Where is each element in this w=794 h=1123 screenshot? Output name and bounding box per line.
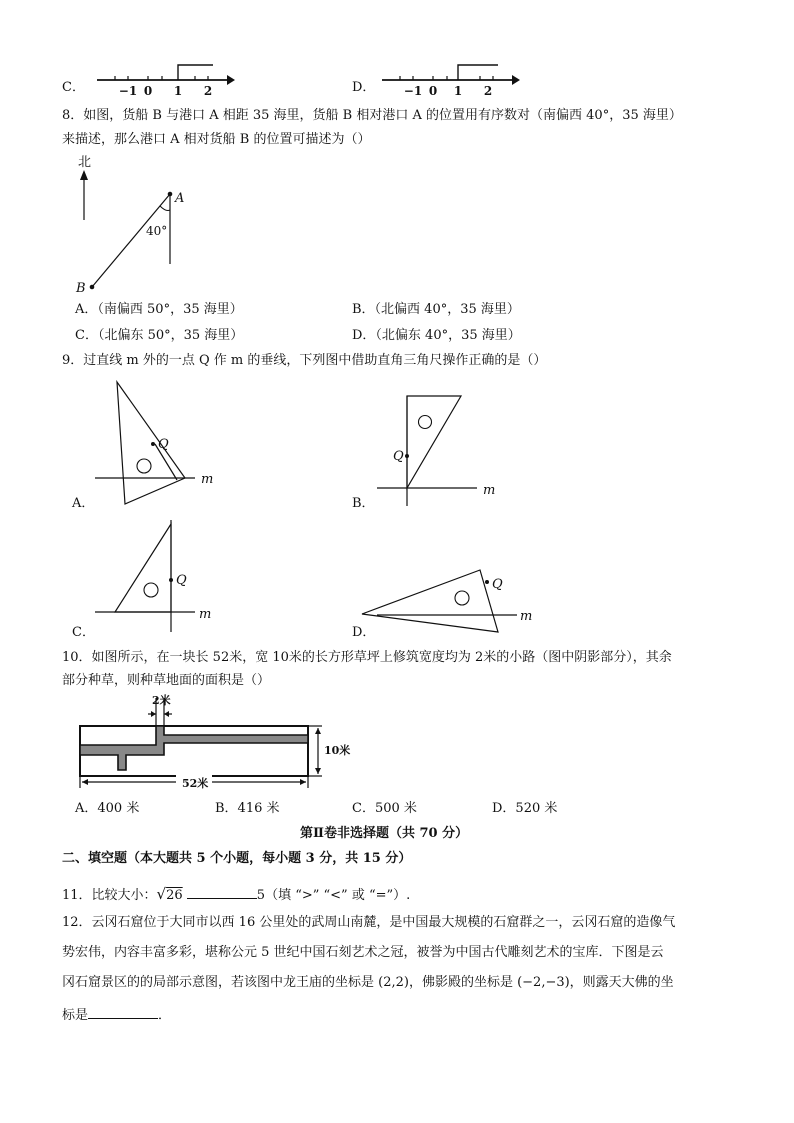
q12-line4-prefix: 标是: [62, 1008, 89, 1023]
line-m-label: m: [201, 472, 214, 487]
point-b-label: B: [76, 281, 86, 296]
tick-neg1: −1: [118, 84, 138, 98]
q7-number-line-d: [380, 60, 520, 100]
north-arrow-icon: [80, 170, 88, 180]
length-label: 52米: [182, 777, 209, 790]
svg-text:m: m: [483, 483, 496, 498]
q9-stem: 9．过直线 m 外的一点 Q 作 m 的垂线，下列图中借助直角三角尺操作正确的是（）: [62, 353, 547, 368]
q8-option-c[interactable]: C．（北偏东 50°，35 海里）: [75, 328, 244, 343]
q9-option-d[interactable]: D．: [352, 625, 376, 640]
q9-figure-a: [95, 382, 225, 507]
q9-figure-b: [377, 396, 517, 521]
tick-0: 0: [143, 84, 153, 98]
q11-radicand: 26: [166, 888, 183, 903]
q7-option-c-label: C．: [62, 80, 85, 95]
svg-text:2: 2: [483, 84, 493, 98]
svg-text:0: 0: [428, 84, 438, 98]
q9-option-c[interactable]: C．: [72, 625, 95, 640]
q11-suffix: 5（填 “>” “<” 或 “=”）.: [256, 888, 411, 903]
section-title: 第Ⅱ卷非选择题（共 70 分）: [300, 826, 469, 841]
q8-option-b[interactable]: B．（北偏西 40°，35 海里）: [352, 302, 520, 317]
q8-figure: [70, 152, 210, 297]
q10-option-c[interactable]: C．500 米: [352, 801, 417, 816]
tick-1: 1: [173, 84, 183, 98]
q9-figure-c: [95, 520, 225, 635]
north-label: 北: [78, 155, 92, 170]
q9-figure-d-triangle: [362, 560, 532, 650]
q7-option-d-label: D．: [352, 80, 376, 95]
svg-text:Q: Q: [176, 573, 187, 588]
q10-figure: [78, 692, 358, 792]
q12-line2: 势宏伟，内容丰富多彩，堪称公元 5 世纪中国石刻艺术之冠，被誉为中国古代雕刻艺术的宝库．下图是云: [62, 945, 664, 960]
q11-answer-blank[interactable]: [187, 886, 257, 899]
q10-option-d[interactable]: D．520 米: [492, 801, 558, 816]
angle-label: 40°: [146, 224, 168, 238]
q10-stem-line1: 10．如图所示，在一块长 52米，宽 10米的长方形草坪上修筑宽度均为 2米的小路（图中阴影部分），其余: [62, 650, 672, 665]
q9-option-b[interactable]: B．: [352, 496, 375, 511]
svg-text:Q: Q: [393, 449, 404, 464]
point-q-label: Q: [158, 437, 169, 452]
svg-text:−1: −1: [403, 84, 423, 98]
svg-text:Q: Q: [492, 577, 503, 592]
q8-option-d[interactable]: D．（北偏东 40°，35 海里）: [352, 328, 521, 343]
path-width-label: 2米: [152, 694, 171, 707]
q12-line1: 12．云冈石窟位于大同市以西 16 公里处的武周山南麓，是中国最大规模的石窟群之一，云冈石窟的造像气: [62, 915, 676, 930]
q12-line3: 冈石窟景区的的局部示意图，若该图中龙王庙的坐标是 (2,2)，佛影殿的坐标是 (−2,−3)，则露天大佛的坐: [62, 975, 674, 990]
svg-text:1: 1: [453, 84, 463, 98]
point-a-label: A: [175, 191, 185, 206]
q11: [62, 886, 410, 904]
tick-2: 2: [203, 84, 213, 98]
height-label: 10米: [324, 744, 351, 757]
q8-stem-line2: 来描述，那么港口 A 相对货船 B 的位置可描述为（）: [62, 132, 371, 147]
q7-number-line-c: [95, 60, 235, 100]
q11-prefix: 11．比较大小：: [62, 888, 157, 903]
svg-text:m: m: [199, 607, 212, 622]
sqrt-icon: √: [156, 885, 167, 903]
q8-stem-line1: 8．如图，货船 B 与港口 A 相距 35 海里，货船 B 相对港口 A 的位置用有序数对（南偏西 40°，35 海里）: [62, 108, 682, 123]
q9-option-a[interactable]: A．: [72, 496, 95, 511]
q10-stem-line2: 部分种草，则种草地面的面积是（）: [62, 673, 271, 688]
q12-line4-suffix: ．: [158, 1008, 172, 1023]
q12-line4: [62, 1006, 171, 1024]
q10-option-a[interactable]: A．400 米: [75, 801, 140, 816]
q10-option-b[interactable]: B．416 米: [215, 801, 280, 816]
q12-answer-blank[interactable]: [88, 1006, 158, 1019]
part-title: 二、填空题（本大题共 5 个小题，每小题 3 分，共 15 分）: [62, 851, 412, 866]
q8-option-a[interactable]: A．（南偏西 50°，35 海里）: [75, 302, 243, 317]
svg-text:m: m: [520, 609, 533, 624]
